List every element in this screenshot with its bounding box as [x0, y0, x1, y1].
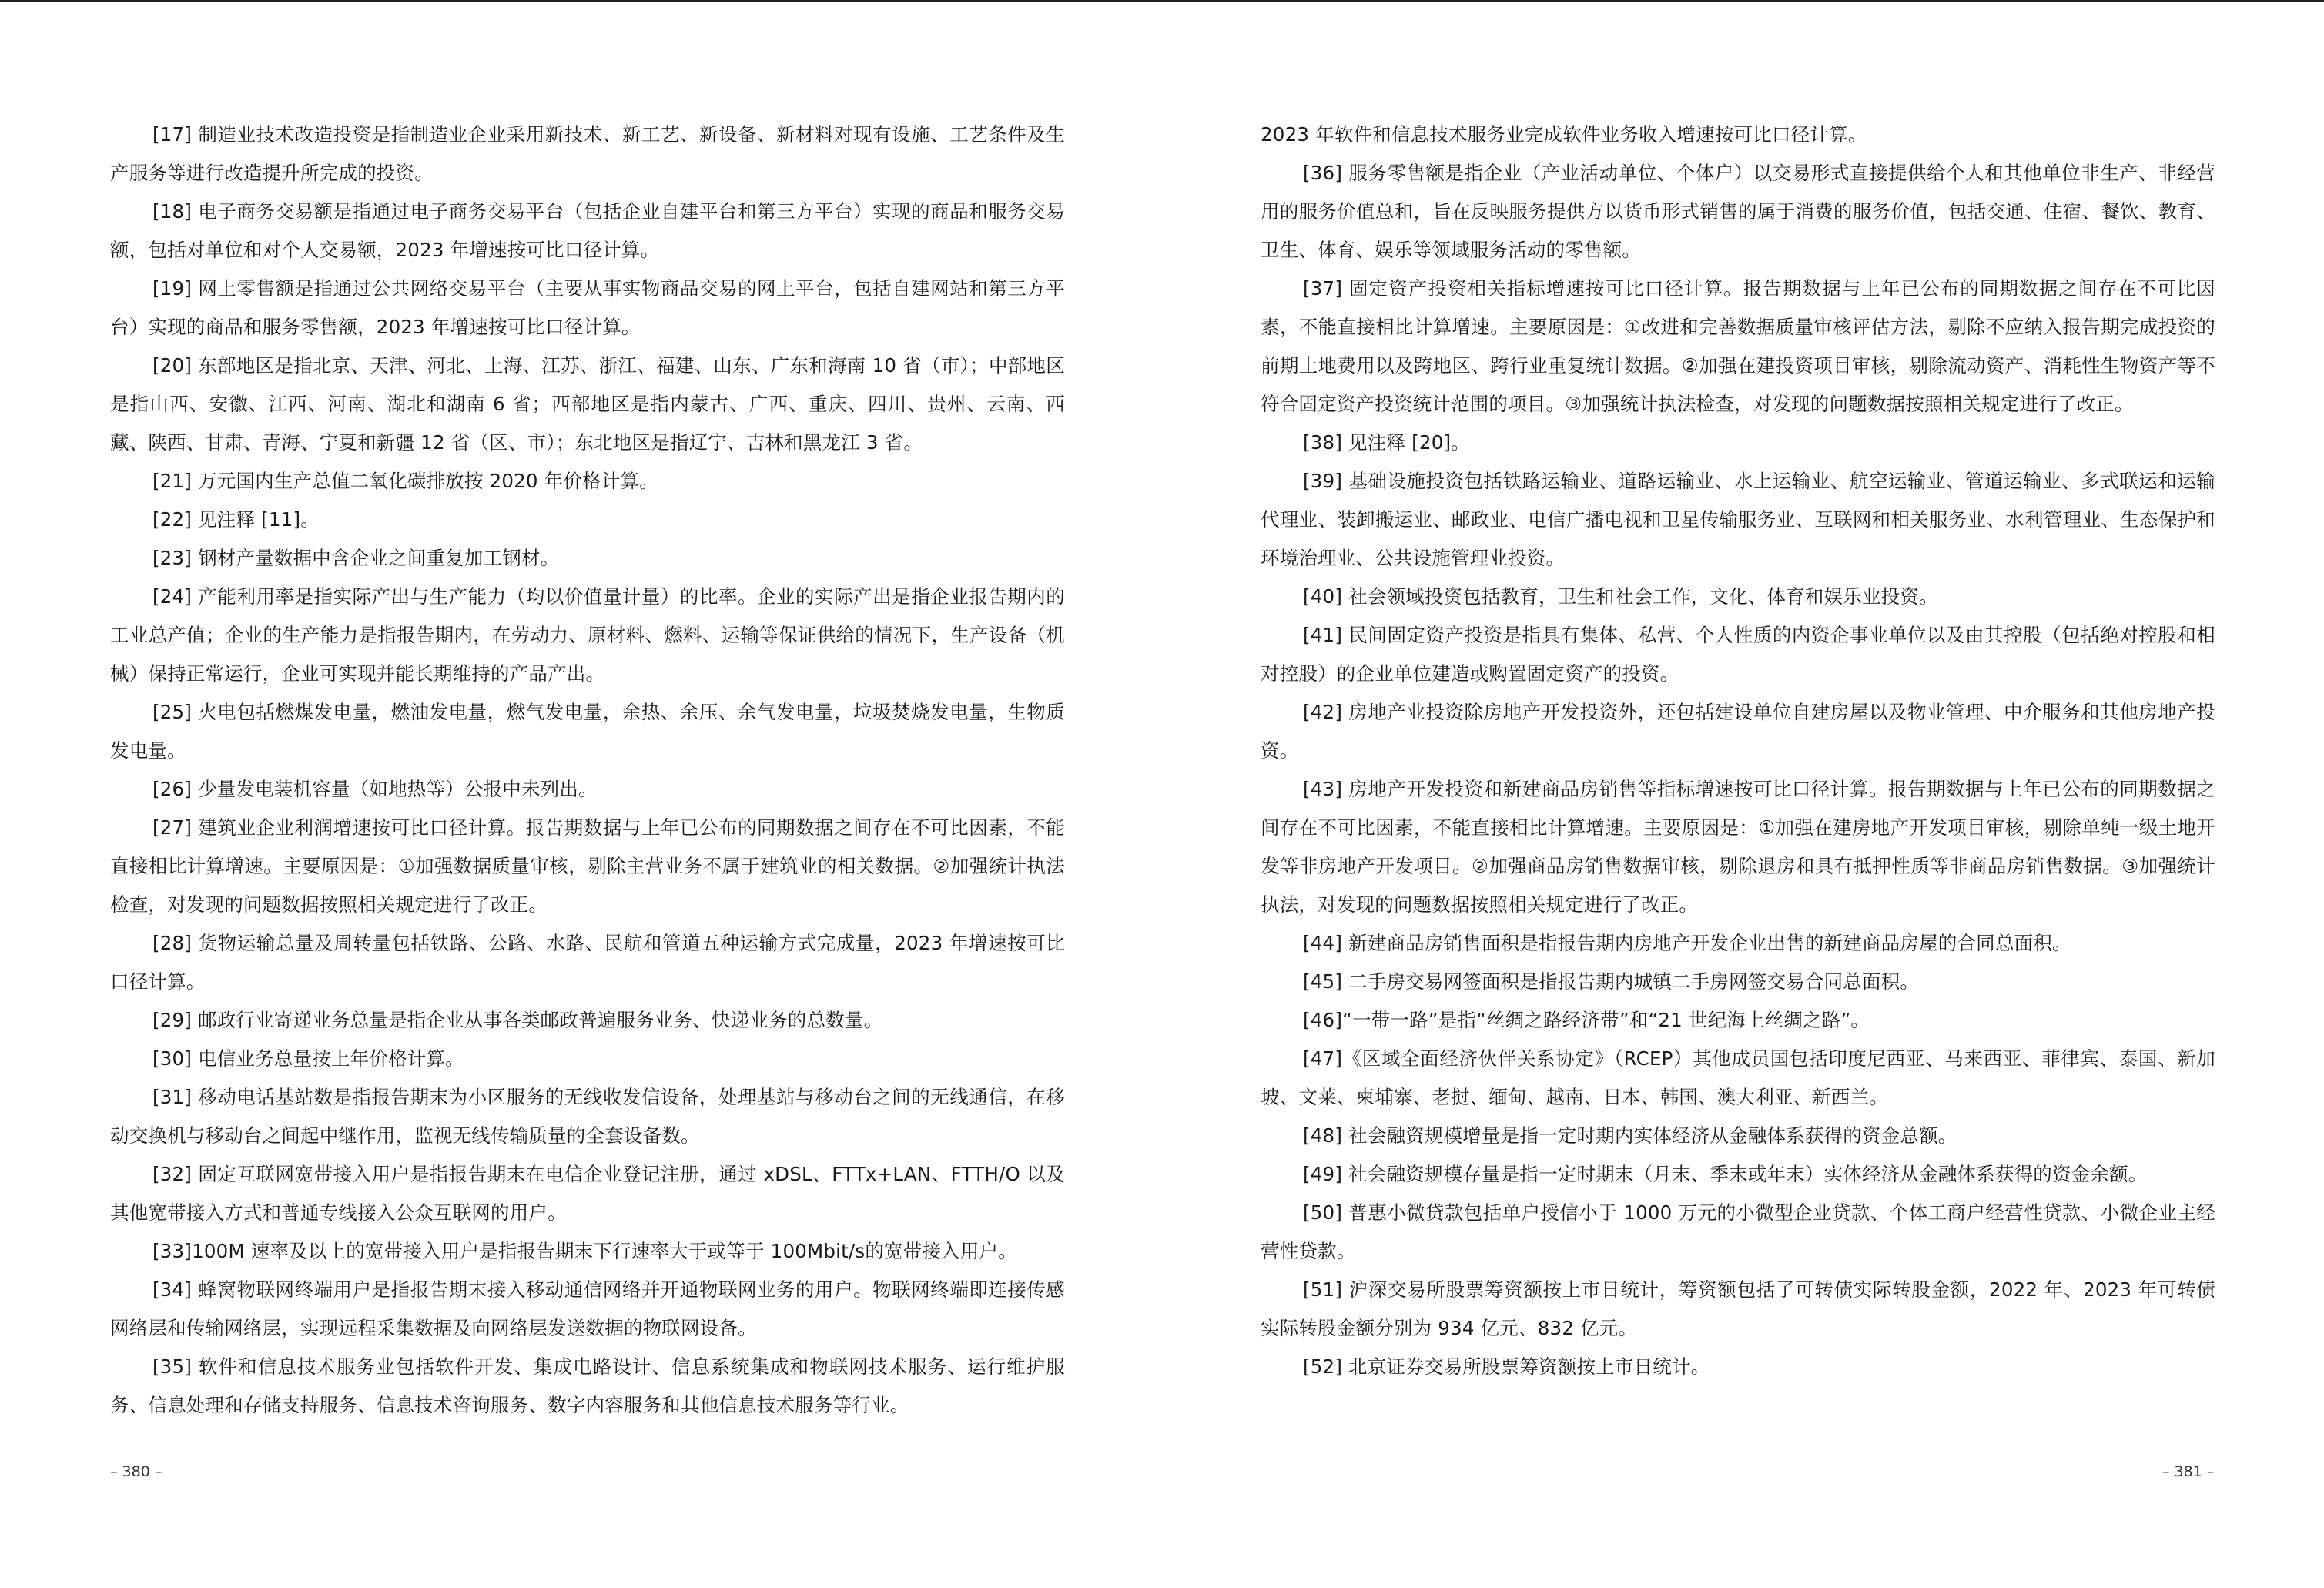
note-35: [35] 软件和信息技术服务业包括软件开发、集成电路设计、信息系统集成和物联网技术服务、运行维护服务、信息处理和存储支持服务、信息技术咨询服务、数字内容服务和其他信息技术服务等行业。: [110, 1355, 1065, 1416]
note-46: [46]“一带一路”是指“丝绸之路经济带”和“21 世纪海上丝绸之路”。: [1303, 1009, 1870, 1031]
note-33: [33]100M 速率及以上的宽带接入用户是指报告期末下行速率大于或等于 100Mbit/s的宽带接入用户。: [152, 1240, 1017, 1262]
note-22: [22] 见注释 [11]。: [152, 508, 320, 531]
note-20: [20] 东部地区是指北京、天津、河北、上海、江苏、浙江、福建、山东、广东和海南 10 省（市）；中部地区是指山西、安徽、江西、河南、湖北和湖南 6 省；西部地区是指内蒙古、广西、重庆、四川、贵州、云南、西藏、陕西、甘肃、青海、宁夏和新疆 12 省（区、市）；东北地区是指辽宁、吉林和黑龙江 3 省。: [110, 354, 1065, 454]
note-19: [19] 网上零售额是指通过公共网络交易平台（主要从事实物商品交易的网上平台，包括自建网站和第三方平台）实现的商品和服务零售额，2023 年增速按可比口径计算。: [110, 277, 1065, 338]
note-47: [47]《区域全面经济伙伴关系协定》（RCEP）其他成员国包括印度尼西亚、马来西亚、菲律宾、泰国、新加坡、文莱、柬埔寨、老挝、缅甸、越南、日本、韩国、澳大利亚、新西兰。: [1261, 1047, 2215, 1108]
note-49: [49] 社会融资规模存量是指一定时期末（月末、季末或年末）实体经济从金融体系获得的资金余额。: [1303, 1163, 2148, 1185]
note-44: [44] 新建商品房销售面积是指报告期内房地产开发企业出售的新建商品房屋的合同总面积。: [1303, 932, 2071, 954]
note-45: [45] 二手房交易网签面积是指报告期内城镇二手房网签交易合同总面积。: [1303, 970, 1920, 993]
note-23: [23] 钢材产量数据中含企业之间重复加工钢材。: [152, 547, 560, 569]
note-35-continuation: 2023 年软件和信息技术服务业完成软件业务收入增速按可比口径计算。: [1261, 123, 1867, 146]
note-21: [21] 万元国内生产总值二氧化碳排放按 2020 年价格计算。: [152, 470, 658, 492]
note-18: [18] 电子商务交易额是指通过电子商务交易平台（包括企业自建平台和第三方平台）实现的商品和服务交易额，包括对单位和对个人交易额，2023 年增速按可比口径计算。: [110, 200, 1065, 261]
note-52: [52] 北京证券交易所股票筹资额按上市日统计。: [1303, 1355, 1710, 1378]
note-36: [36] 服务零售额是指企业（产业活动单位、个体户）以交易形式直接提供给个人和其他单位非生产、非经营用的服务价值总和，旨在反映服务提供方以货币形式销售的属于消费的服务价值，包括交通、住宿、餐饮、教育、卫生、体育、娱乐等领域服务活动的零售额。: [1261, 162, 2215, 261]
note-43: [43] 房地产开发投资和新建商品房销售等指标增速按可比口径计算。报告期数据与上年已公布的同期数据之间存在不可比因素，不能直接相比计算增速。主要原因是：①加强在建房地产开发项目审核，剔除单纯一级土地开发等非房地产开发项目。②加强商品房销售数据审核，剔除退房和具有抵押性质等非商品房销售数据。③加强统计执法，对发现的问题数据按照相关规定进行了改正。: [1261, 778, 2215, 916]
note-48: [48] 社会融资规模增量是指一定时期内实体经济从金融体系获得的资金总额。: [1303, 1124, 1957, 1147]
note-30: [30] 电信业务总量按上年价格计算。: [152, 1047, 464, 1070]
right-page: [1261, 116, 2215, 1386]
note-31: [31] 移动电话基站数是指报告期末为小区服务的无线收发信设备，处理基站与移动台之间的无线通信，在移动交换机与移动台之间起中继作用，监视无线传输质量的全套设备数。: [110, 1086, 1065, 1147]
note-29: [29] 邮政行业寄递业务总量是指企业从事各类邮政普遍服务业务、快递业务的总数量。: [152, 1009, 883, 1031]
note-50: [50] 普惠小微贷款包括单户授信小于 1000 万元的小微型企业贷款、个体工商户经营性贷款、小微企业主经营性贷款。: [1261, 1201, 2215, 1262]
note-28: [28] 货物运输总量及周转量包括铁路、公路、水路、民航和管道五种运输方式完成量，2023 年增速按可比口径计算。: [110, 932, 1065, 993]
note-37: [37] 固定资产投资相关指标增速按可比口径计算。报告期数据与上年已公布的同期数据之间存在不可比因素，不能直接相比计算增速。主要原因是：①改进和完善数据质量审核评估方法，剔除不应纳入报告期完成投资的前期土地费用以及跨地区、跨行业重复统计数据。②加强在建投资项目审核，剔除流动资产、消耗性生物资产等不符合固定资产投资统计范围的项目。③加强统计执法检查，对发现的问题数据按照相关规定进行了改正。: [1261, 277, 2215, 415]
note-40: [40] 社会领域投资包括教育，卫生和社会工作，文化、体育和娱乐业投资。: [1303, 585, 1938, 608]
note-27: [27] 建筑业企业利润增速按可比口径计算。报告期数据与上年已公布的同期数据之间存在不可比因素，不能直接相比计算增速。主要原因是：①加强数据质量审核，剔除主营业务不属于建筑业的相关数据。②加强统计执法检查，对发现的问题数据按照相关规定进行了改正。: [110, 816, 1065, 916]
note-38: [38] 见注释 [20]。: [1303, 431, 1470, 454]
note-24: [24] 产能利用率是指实际产出与生产能力（均以价值量计量）的比率。企业的实际产出是指企业报告期内的工业总产值；企业的生产能力是指报告期内，在劳动力、原材料、燃料、运输等保证供给的情况下，生产设备（机械）保持正常运行，企业可实现并能长期维持的产品产出。: [110, 585, 1065, 685]
page-number-left: – 380 –: [110, 1463, 162, 1480]
note-26: [26] 少量发电装机容量（如地热等）公报中未列出。: [152, 778, 598, 800]
left-page: [110, 116, 1065, 1425]
note-41: [41] 民间固定资产投资是指具有集体、私营、个人性质的内资企事业单位以及由其控股（包括绝对控股和相对控股）的企业单位建造或购置固定资产的投资。: [1261, 624, 2215, 685]
note-42: [42] 房地产业投资除房地产开发投资外，还包括建设单位自建房屋以及物业管理、中介服务和其他房地产投资。: [1261, 701, 2215, 762]
note-39: [39] 基础设施投资包括铁路运输业、道路运输业、水上运输业、航空运输业、管道运输业、多式联运和运输代理业、装卸搬运业、邮政业、电信广播电视和卫星传输服务业、互联网和相关服务业、水利管理业、生态保护和环境治理业、公共设施管理业投资。: [1261, 470, 2215, 569]
note-25: [25] 火电包括燃煤发电量，燃油发电量，燃气发电量，余热、余压、余气发电量，垃圾焚烧发电量，生物质发电量。: [110, 701, 1065, 762]
page-number-right: – 381 –: [2162, 1463, 2215, 1480]
note-34: [34] 蜂窝物联网终端用户是指报告期末接入移动通信网络并开通物联网业务的用户。物联网终端即连接传感网络层和传输网络层，实现远程采集数据及向网络层发送数据的物联网设备。: [110, 1278, 1065, 1339]
note-32: [32] 固定互联网宽带接入用户是指报告期末在电信企业登记注册，通过 xDSL、FTTx+LAN、FTTH/O 以及其他宽带接入方式和普通专线接入公众互联网的用户。: [110, 1163, 1065, 1224]
note-17: [17] 制造业技术改造投资是指制造业企业采用新技术、新工艺、新设备、新材料对现有设施、工艺条件及生产服务等进行改造提升所完成的投资。: [110, 123, 1065, 184]
top-border-line: [0, 0, 2324, 2]
note-51: [51] 沪深交易所股票筹资额按上市日统计，筹资额包括了可转债实际转股金额，2022 年、2023 年可转债实际转股金额分别为 934 亿元、832 亿元。: [1261, 1278, 2215, 1339]
